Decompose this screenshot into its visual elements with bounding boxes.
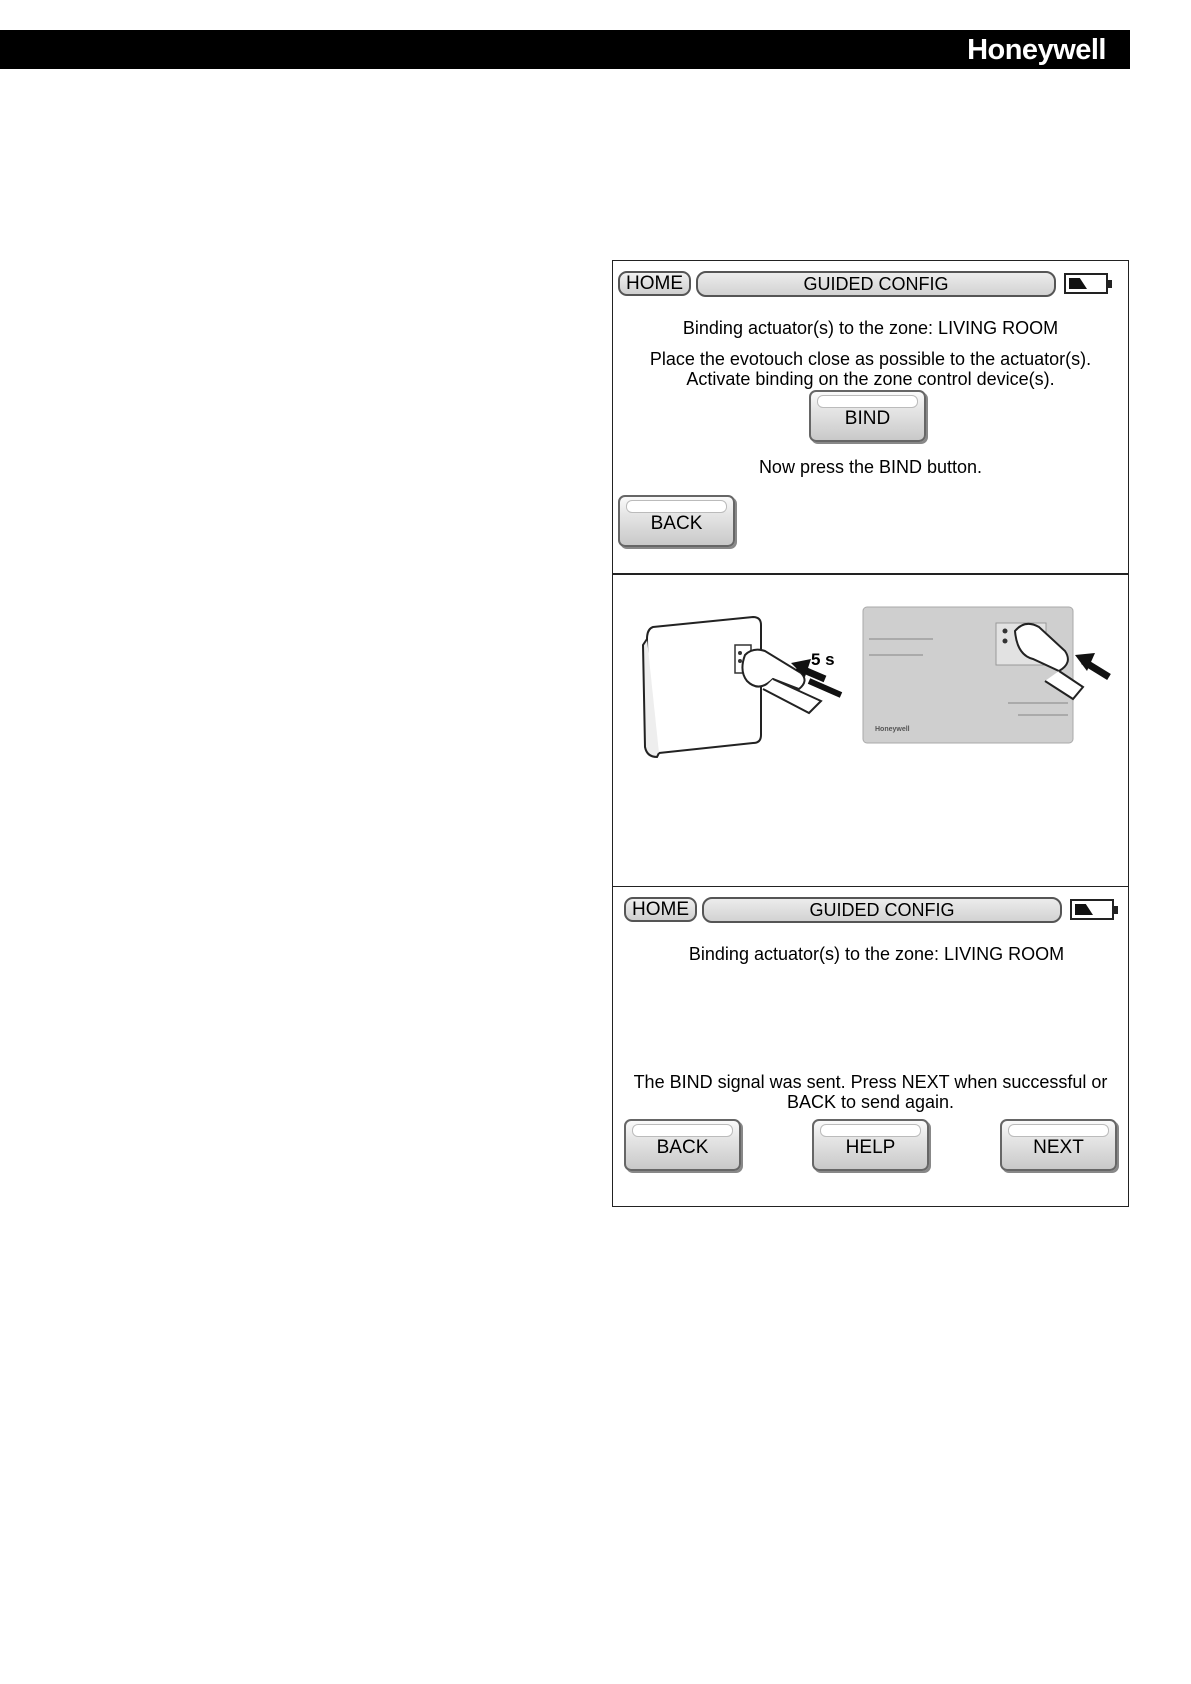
status-line-1: The BIND signal was sent. Press NEXT when successful or [633, 1072, 1108, 1092]
back-button[interactable] [624, 1119, 741, 1171]
screen-title: GUIDED CONFIG [702, 897, 1062, 923]
bind-button[interactable] [809, 390, 926, 442]
brand-logo: Honeywell [967, 34, 1106, 66]
bind-button-label: BIND [844, 408, 891, 429]
help-button-label: HELP [845, 1137, 896, 1158]
next-button-label: NEXT [1033, 1137, 1084, 1158]
status-line-2: BACK to send again. [786, 1092, 955, 1112]
instruction-line-1: Place the evotouch close as possible to the actuator(s). [649, 349, 1092, 369]
screen-title: GUIDED CONFIG [696, 271, 1056, 297]
zone-line: Binding actuator(s) to the zone: LIVING ROOM [688, 944, 1065, 964]
battery-icon [1064, 273, 1108, 294]
home-button[interactable]: HOME [618, 271, 691, 296]
back-button-label: BACK [656, 1137, 709, 1158]
actuator-device-image [643, 617, 841, 757]
illustration-panel [612, 574, 1129, 887]
zone-line: Binding actuator(s) to the zone: LIVING ROOM [682, 318, 1059, 338]
duration-label: 5 s [811, 650, 835, 669]
help-button[interactable] [812, 1119, 929, 1171]
battery-icon [1070, 899, 1114, 920]
screen-topbar [618, 271, 1108, 298]
controller-device-image [863, 607, 1109, 743]
screen-bind-sent-panel [612, 886, 1129, 1207]
next-button[interactable] [1000, 1119, 1117, 1171]
binding-illustration [613, 575, 1128, 886]
instruction-line-2: Activate binding on the zone control device(s). [686, 369, 1055, 389]
controller-brand-label: Honeywell [875, 726, 910, 733]
header-bar [0, 30, 1130, 69]
home-button[interactable]: HOME [624, 897, 697, 922]
screen-topbar [624, 897, 1114, 924]
back-button-label: BACK [650, 513, 703, 534]
screen-bind-panel [612, 260, 1129, 574]
back-button[interactable] [618, 495, 735, 547]
bind-prompt: Now press the BIND button. [758, 457, 983, 477]
